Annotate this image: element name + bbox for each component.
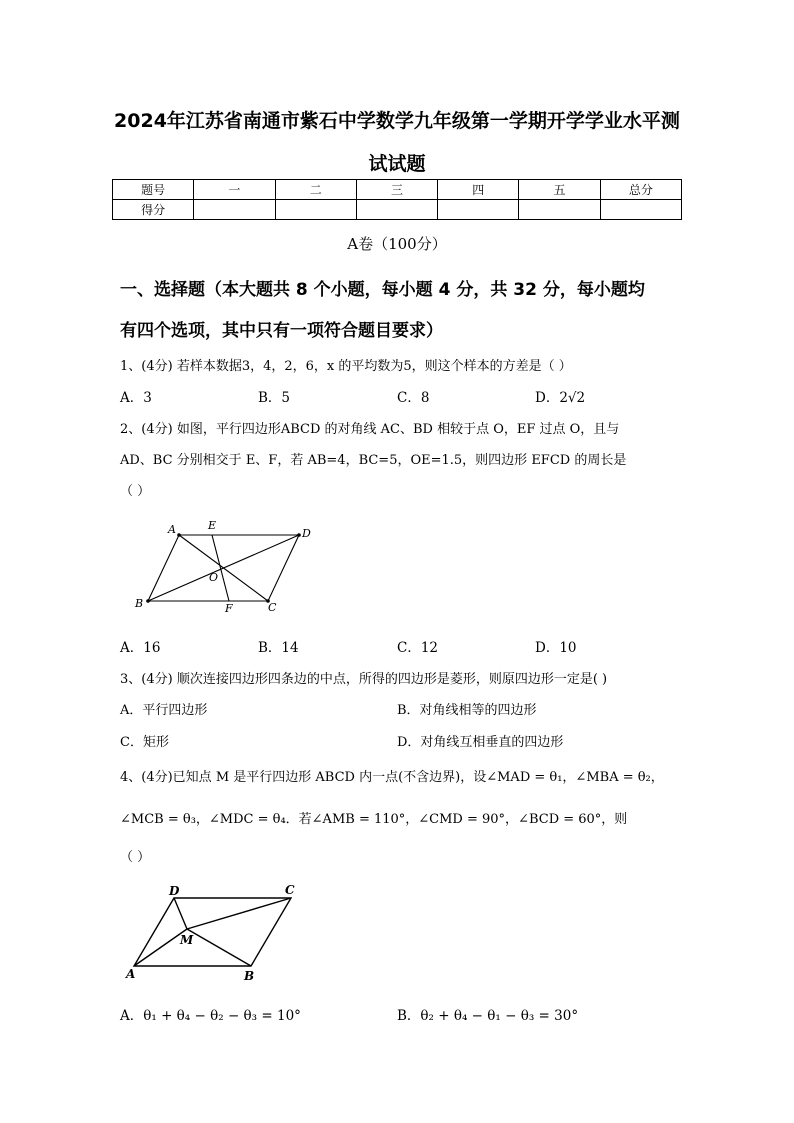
diagonal-bd	[148, 535, 299, 601]
point-label-a-2: A	[126, 967, 136, 981]
section-1-heading-line-1: 一、选择题（本大题共 8 个小题，每小题 4 分，共 32 分，每小题均	[120, 280, 645, 300]
question-1-option-d[interactable]: D．2√2	[535, 390, 586, 406]
score-input-cell[interactable]	[438, 200, 519, 220]
point-label-d-2: D	[169, 884, 180, 898]
question-3-option-a[interactable]: A．平行四边形	[120, 703, 208, 718]
point-label-o: O	[209, 571, 219, 584]
segment-ef	[212, 535, 229, 601]
point-label-c-2: C	[285, 883, 295, 897]
score-cell: 得分	[113, 200, 194, 220]
point-label-d: D	[302, 527, 311, 540]
question-1-option-c[interactable]: C．8	[397, 390, 430, 406]
question-1-option-b[interactable]: B．5	[258, 390, 291, 406]
score-cell: 三	[356, 180, 437, 200]
segment-bm	[187, 929, 251, 966]
question-4-option-b[interactable]: B．θ₂ + θ₄ − θ₁ − θ₃ = 30°	[397, 1008, 579, 1024]
score-table-header-row	[113, 180, 682, 200]
score-cell: 总分	[600, 180, 681, 200]
score-cell: 五	[519, 180, 600, 200]
score-cell: 四	[438, 180, 519, 200]
question-1-option-a[interactable]: A．3	[120, 390, 152, 406]
question-2-option-b[interactable]: B．14	[258, 640, 299, 656]
question-4-line-1: 4、(4分)已知点 M 是平行四边形 ABCD 内一点(不含边界)，设∠MAD = θ₁，∠MBA = θ₂，	[120, 770, 664, 785]
score-input-cell[interactable]	[600, 200, 681, 220]
question-2-figure	[130, 515, 320, 615]
question-2-line-3: （ ）	[120, 484, 151, 499]
point-label-c: C	[268, 601, 277, 614]
question-2-line-2: AD、BC 分别相交于 E、F，若 AB=4，BC=5，OE=1.5，则四边形 EFCD 的周长是	[120, 453, 627, 468]
section-1-heading-line-2: 有四个选项，其中只有一项符合题目要求）	[120, 321, 443, 341]
parallelogram-abcd-2	[134, 898, 291, 966]
question-4-option-a[interactable]: A．θ₁ + θ₄ − θ₂ − θ₃ = 10°	[120, 1008, 301, 1024]
score-cell: 题号	[113, 180, 194, 200]
title-line-1: 2024年江苏省南通市紫石中学数学九年级第一学期开学学业水平测	[114, 110, 680, 132]
point-label-b-2: B	[244, 969, 255, 983]
score-cell: 一	[194, 180, 275, 200]
volume-heading: A卷（100分）	[347, 235, 447, 253]
question-3-option-d[interactable]: D．对角线互相垂直的四边形	[397, 735, 564, 750]
question-3-option-b[interactable]: B．对角线相等的四边形	[397, 703, 537, 718]
question-3-option-c[interactable]: C．矩形	[120, 735, 169, 750]
question-1-text: 1、(4分) 若样本数据3，4，2，6，x 的平均数为5，则这个样本的方差是（ ）	[120, 359, 572, 374]
score-table	[112, 179, 682, 220]
point-label-m: M	[180, 933, 194, 947]
question-4-line-3: （ ）	[120, 850, 151, 865]
score-input-cell[interactable]	[194, 200, 275, 220]
segment-dm	[174, 898, 187, 929]
question-2-line-1: 2、(4分) 如图，平行四边形ABCD 的对角线 AC、BD 相较于点 O，EF 过点 O，且与	[120, 422, 620, 437]
question-2-option-d[interactable]: D．10	[535, 640, 577, 656]
question-3-text: 3、(4分) 顺次连接四边形四条边的中点，所得的四边形是菱形，则原四边形一定是( )	[120, 672, 608, 687]
question-2-option-a[interactable]: A．16	[120, 640, 161, 656]
point-label-b: B	[135, 597, 144, 610]
point-label-e: E	[208, 519, 217, 532]
point-label-a: A	[168, 523, 176, 536]
score-cell: 二	[275, 180, 356, 200]
score-input-cell[interactable]	[275, 200, 356, 220]
score-input-cell[interactable]	[519, 200, 600, 220]
question-4-line-2: ∠MCB = θ₃，∠MDC = θ₄．若∠AMB = 110°，∠CMD = 90°，∠BCD = 60°，则	[120, 812, 628, 827]
question-4-figure	[120, 880, 305, 985]
score-table-score-row	[113, 200, 682, 220]
point-label-f: F	[225, 602, 233, 615]
question-2-option-c[interactable]: C．12	[397, 640, 439, 656]
score-input-cell[interactable]	[356, 200, 437, 220]
title-line-2: 试试题	[368, 153, 426, 175]
